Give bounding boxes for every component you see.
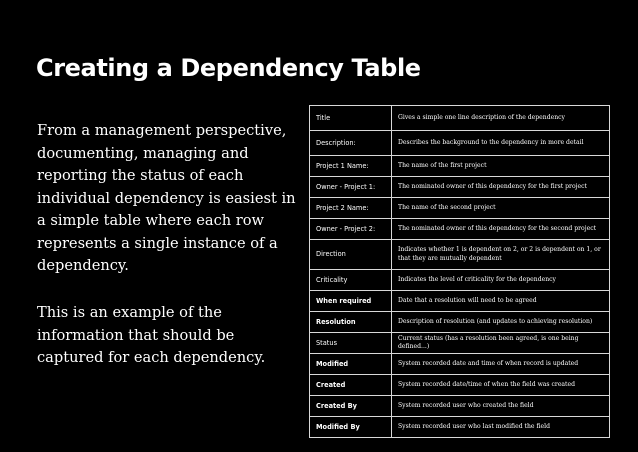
field-name-cell: When required — [310, 291, 392, 312]
field-name-cell: Owner - Project 1: — [310, 177, 392, 198]
slide-title: Creating a Dependency Table — [36, 54, 421, 82]
table-row — [310, 177, 610, 198]
intro-paragraph: From a management perspective, documenting, managing and reporting the status of each individual dependency is easiest in a simple table where each row represents a single instance of a dependency. — [37, 122, 296, 274]
field-name-cell: Resolution — [310, 312, 392, 333]
field-description-cell: System recorded date and time of when record is updated — [392, 354, 610, 375]
table-row — [310, 396, 610, 417]
table-row — [310, 312, 610, 333]
table-row — [310, 417, 610, 438]
field-name-cell: Owner - Project 2: — [310, 219, 392, 240]
table-row — [310, 291, 610, 312]
field-name-cell: Modified By — [310, 417, 392, 438]
field-description-cell: The nominated owner of this dependency for the first project — [392, 177, 610, 198]
table-row — [310, 240, 610, 270]
dependency-table — [309, 105, 610, 438]
field-description-cell: Gives a simple one line description of the dependency — [392, 106, 610, 131]
example-paragraph: This is an example of the information that should be captured for each dependency. — [37, 304, 266, 366]
field-name-cell: Created By — [310, 396, 392, 417]
field-description-cell: System recorded user who last modified the field — [392, 417, 610, 438]
table-row — [310, 219, 610, 240]
field-description-cell: Indicates the level of criticality for the dependency — [392, 270, 610, 291]
table-row — [310, 375, 610, 396]
field-name-cell: Description: — [310, 131, 392, 156]
field-name-cell: Direction — [310, 240, 392, 270]
field-description-cell: The name of the second project — [392, 198, 610, 219]
field-name-cell: Created — [310, 375, 392, 396]
field-description-cell: System recorded date/time of when the field was created — [392, 375, 610, 396]
field-description-cell: Indicates whether 1 is dependent on 2, or 2 is dependent on 1, or that they are mutually dependent — [392, 240, 610, 270]
table-row — [310, 106, 610, 131]
field-name-cell: Criticality — [310, 270, 392, 291]
table-row — [310, 198, 610, 219]
field-description-cell: Description of resolution (and updates to achieving resolution) — [392, 312, 610, 333]
field-description-cell: Current status (has a resolution been agreed, is one being defined...) — [392, 333, 610, 354]
table-row — [310, 270, 610, 291]
table-row — [310, 156, 610, 177]
field-name-cell: Title — [310, 106, 392, 131]
field-name-cell: Project 1 Name: — [310, 156, 392, 177]
field-name-cell: Project 2 Name: — [310, 198, 392, 219]
table-row — [310, 354, 610, 375]
field-name-cell: Status — [310, 333, 392, 354]
field-description-cell: Describes the background to the dependency in more detail — [392, 131, 610, 156]
table-row — [310, 333, 610, 354]
field-name-cell: Modified — [310, 354, 392, 375]
table-row — [310, 131, 610, 156]
field-description-cell: Date that a resolution will need to be agreed — [392, 291, 610, 312]
field-description-cell: System recorded user who created the field — [392, 396, 610, 417]
field-description-cell: The nominated owner of this dependency for the second project — [392, 219, 610, 240]
field-description-cell: The name of the first project — [392, 156, 610, 177]
